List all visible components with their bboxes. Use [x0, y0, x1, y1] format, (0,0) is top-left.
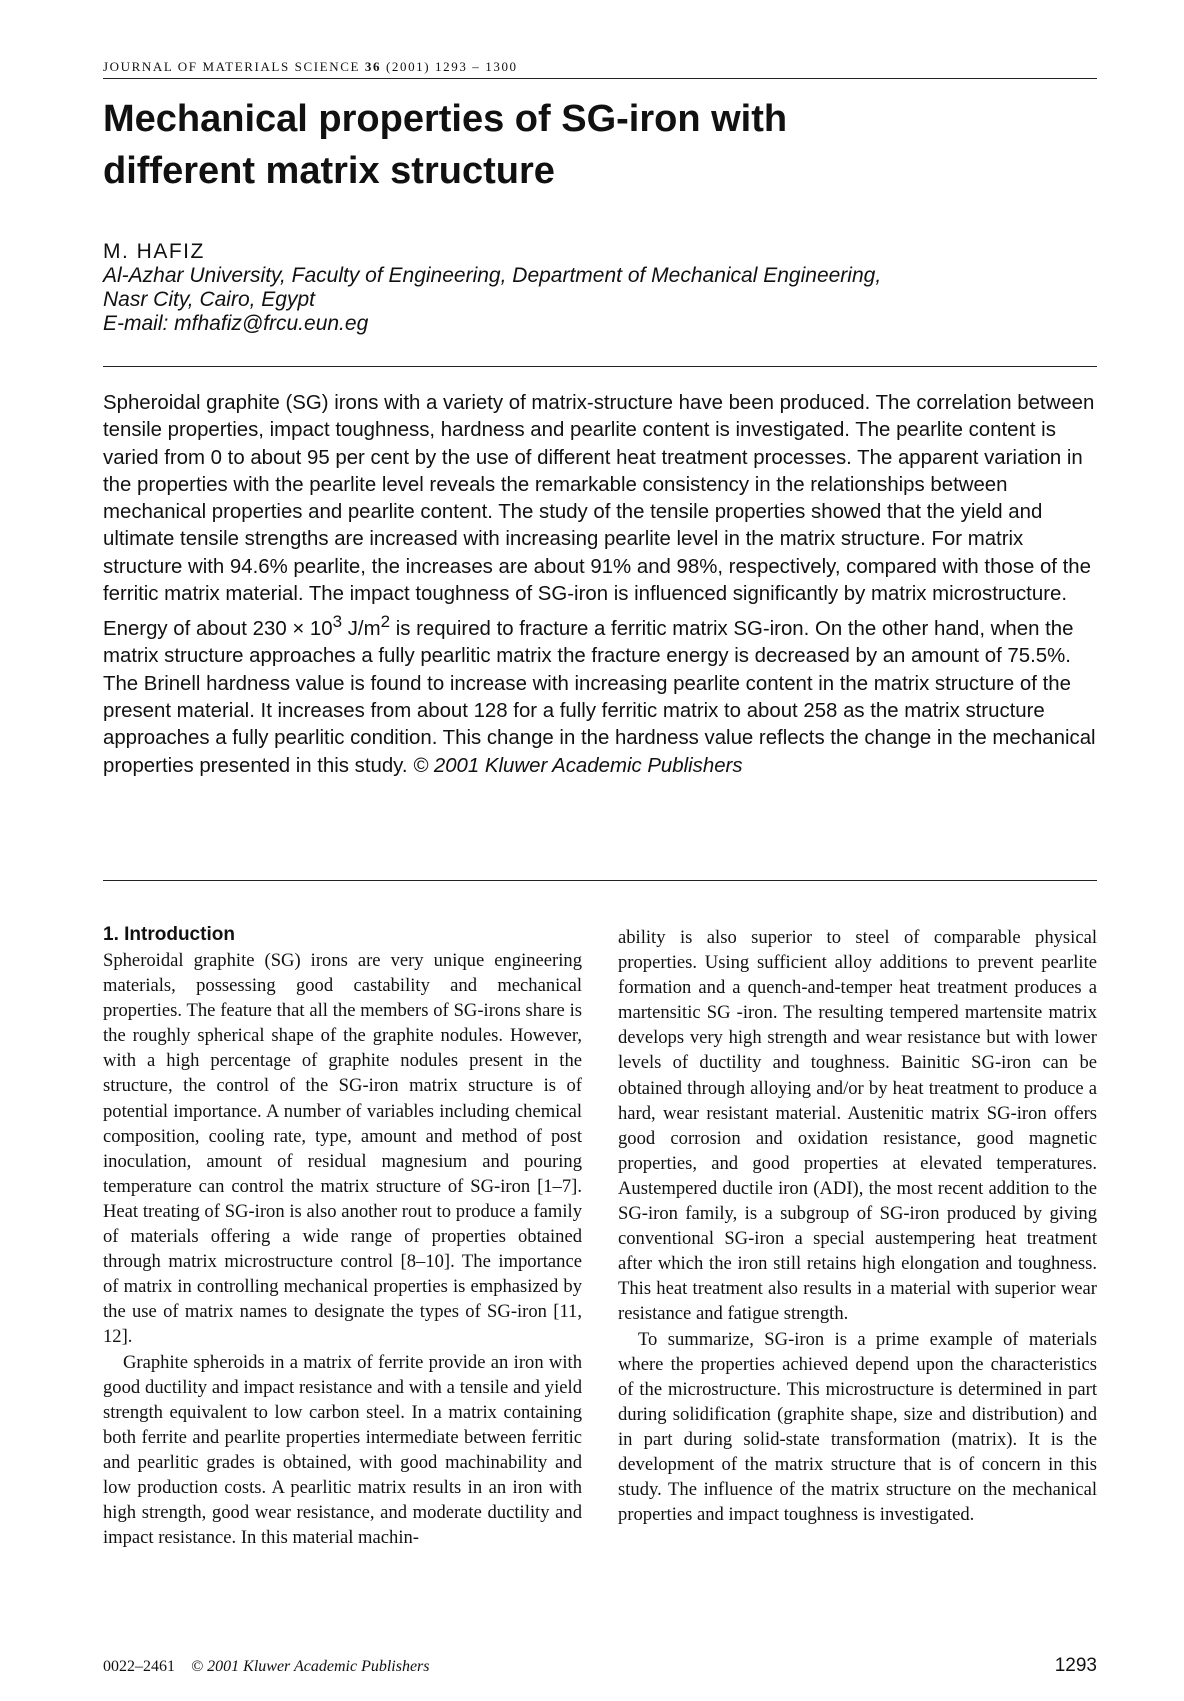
- author-affiliation-2: Nasr City, Cairo, Egypt: [103, 288, 315, 311]
- journal-year-pages: (2001) 1293 – 1300: [385, 59, 518, 74]
- journal-name: JOURNAL OF MATERIALS SCIENCE: [103, 59, 361, 74]
- section-heading-introduction: 1. Introduction: [103, 924, 235, 945]
- title-line-1: Mechanical properties of SG-iron with: [103, 98, 788, 140]
- body-paragraph: Graphite spheroids in a matrix of ferrite provide an iron with good ductility and impact resistance and with a tensile and yield strength equivalent to low carbon steel. In a matrix containing both ferrite and pearlite properties intermediate between ferritic and pearlitic grades is obtained, with good machinability and low production costs. A pearlitic matrix results in an iron with high strength, good wear resistance, and moderate ductility and impact resistance. In this material machin-: [103, 1351, 582, 1549]
- article-title: [103, 93, 1003, 197]
- abstract-unit: J/m: [342, 618, 381, 641]
- abstract-exponent-1: 3: [332, 612, 343, 632]
- journal-volume: 36: [364, 59, 382, 74]
- abstract-copyright: © 2001 Kluwer Academic Publishers: [413, 754, 743, 777]
- page-footer: [103, 1655, 1097, 1676]
- left-column: [103, 922, 582, 1550]
- abstract-text-2: is required to fracture a ferritic matrix SG-iron. On the other hand, when the matrix structure approaches a fully pearlitic matrix the fracture energy is decreased by an amount of 75.5%. The Brinell hardness value is found to increase with increasing pearlite content in the matrix structure of the present material. It increases from about 128 for a fully ferritic matrix to about 258 as the matrix structure approaches a fully pearlitic condition. This change in the hardness value reflects the change in the mechanical properties presented in this study.: [103, 618, 1096, 777]
- page-number: 1293: [1054, 1655, 1097, 1676]
- footer-issn: 0022–2461: [103, 1658, 175, 1675]
- footer-copyright: © 2001 Kluwer Academic Publishers: [191, 1658, 430, 1675]
- author-name: M. HAFIZ: [103, 240, 205, 263]
- right-column: [618, 925, 1097, 1527]
- abstract: [103, 390, 1097, 780]
- abstract-top-rule: [103, 366, 1097, 367]
- running-head: [103, 59, 1097, 79]
- title-line-2: different matrix structure: [103, 150, 555, 192]
- abstract-bottom-rule: [103, 880, 1097, 881]
- author-block: [103, 240, 1097, 336]
- body-paragraph: To summarize, SG-iron is a prime example of materials where the properties achieved depend upon the characteristics of the microstructure. This microstructure is determined in part during solidification (graphite shape, size and distribution) and in part during solid-state transformation (matrix). It is the development of the matrix structure that is of concern in this study. The influence of the matrix structure on the mechanical properties and impact toughness is investigated.: [618, 1328, 1097, 1526]
- author-affiliation-1: Al-Azhar University, Faculty of Engineering, Department of Mechanical Engineering,: [103, 264, 882, 287]
- body-paragraph: ability is also superior to steel of comparable physical properties. Using sufficient alloy additions to prevent pearlite formation and a quench-and-temper heat treatment produces a martensitic SG -iron. The resulting tempered martensite matrix develops very high strength and wear resistance but with lower levels of ductility and toughness. Bainitic SG-iron can be obtained through alloying and/or by heat treatment to produce a hard, wear resistant material. Austenitic matrix SG-iron offers good corrosion and oxidation resistance, good magnetic properties, and good properties at elevated temperatures. Austempered ductile iron (ADI), the most recent addition to the SG-iron family, is a subgroup of SG-iron produced by giving conventional SG-iron a special austempering heat treatment after which the iron still retains high elongation and toughness. This heat treatment also results in a material with superior wear resistance and fatigue strength.: [618, 927, 1097, 1325]
- author-email: E-mail: mfhafiz@frcu.eun.eg: [103, 312, 369, 335]
- body-paragraph: Spheroidal graphite (SG) irons are very unique engineering materials, possessing good castability and mechanical properties. The feature that all the members of SG-irons share is the roughly spherical shape of the graphite nodules. However, with a high percentage of graphite nodules present in the structure, the control of the SG-iron matrix structure is of potential importance. A number of variables including chemical composition, cooling rate, type, amount and method of post inoculation, amount of residual magnesium and pouring temperature can control the matrix structure of SG-iron [1–7]. Heat treating of SG-iron is also another rout to produce a family of materials offering a wide range of properties obtained through matrix microstructure control [8–10]. The importance of matrix in controlling mechanical properties is emphasized by the use of matrix names to designate the types of SG-iron [11, 12].: [103, 950, 582, 1348]
- abstract-exponent-2: 2: [380, 612, 391, 632]
- abstract-text-1: Spheroidal graphite (SG) irons with a variety of matrix-structure have been produced. The correlation between tensile properties, impact toughness, hardness and pearlite content is investigated. The pearlite content is varied from 0 to about 95 per cent by the use of different heat treatment processes. The apparent variation in the properties with the pearlite level reveals the remarkable consistency in the relationships between mechanical properties and pearlite content. The study of the tensile properties showed that the yield and ultimate tensile strengths are increased with increasing pearlite level in the matrix structure. For matrix structure with 94.6% pearlite, the increases are about 91% and 98%, respectively, compared with those of the ferritic matrix material. The impact toughness of SG-iron is influenced significantly by matrix microstructure. Energy of about 230 × 10: [103, 392, 1095, 641]
